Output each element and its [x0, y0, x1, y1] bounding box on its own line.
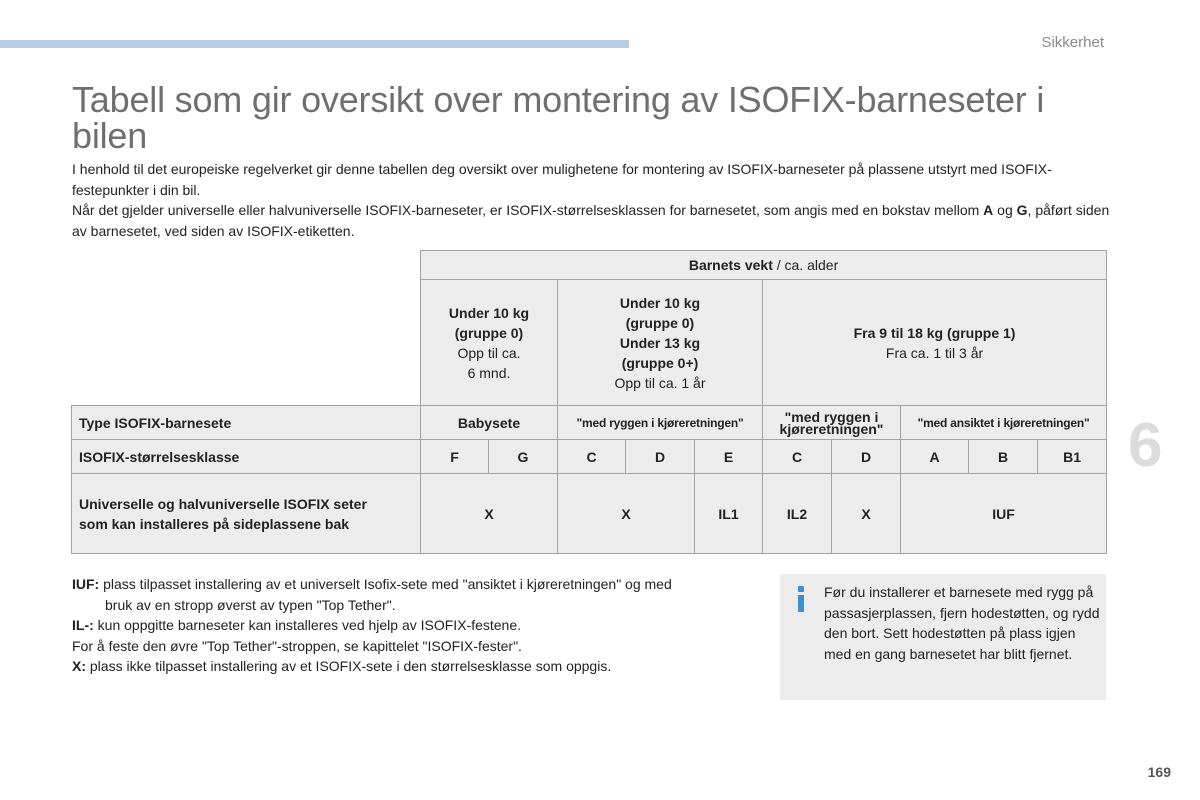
type-row-label: Type ISOFIX-barnesete [72, 406, 421, 440]
size-class-cell: E [695, 440, 763, 474]
usage-cell: X [558, 474, 695, 554]
header-accent-bar [0, 40, 629, 48]
type-row [72, 406, 1107, 440]
size-class-cell: B [969, 440, 1038, 474]
blank-cell [72, 251, 421, 280]
page-title: Tabell som gir oversikt over montering av ISOFIX-barneseter i bilen [72, 79, 1045, 156]
size-class-cell: F [421, 440, 489, 474]
note-il: IL-: kun oppgitte barneseter kan installeres ved hjelp av ISOFIX-festene. [72, 617, 522, 633]
group-cell-1: Under 10 kg (gruppe 0) Under 13 kg (gruppe 0+) Opp til ca. 1 år [558, 280, 763, 406]
note-top-tether: For å feste den øvre "Top Tether"-stroppen, se kapittelet "ISOFIX-fester". [72, 637, 522, 654]
usage-cell: X [421, 474, 558, 554]
size-class-cell: C [763, 440, 832, 474]
section-label: Sikkerhet [1041, 34, 1104, 51]
size-class-cell: C [558, 440, 626, 474]
size-class-cell: G [489, 440, 558, 474]
usage-cell: IL1 [695, 474, 763, 554]
note-x: X: plass ikke tilpasset installering av et ISOFIX-sete i den størrelsesklasse som oppgis. [72, 658, 612, 674]
type-cell: "med ansiktet i kjøreretningen" [901, 406, 1107, 440]
size-class-row [72, 440, 1107, 474]
usage-row [72, 474, 1107, 554]
size-class-cell: B1 [1038, 440, 1107, 474]
usage-cell: IUF [901, 474, 1107, 554]
usage-cell: IL2 [763, 474, 832, 554]
size-class-cell: A [901, 440, 969, 474]
page-number: 169 [1147, 764, 1171, 780]
weight-header-cell: Barnets vekt / ca. alder [421, 251, 1107, 280]
usage-cell: X [832, 474, 901, 554]
size-class-cell: D [832, 440, 901, 474]
chapter-number: 6 [1128, 411, 1163, 480]
weight-header-row [72, 251, 1107, 280]
intro-text [72, 159, 1112, 241]
info-icon [796, 586, 806, 612]
group-cell-0: Under 10 kg (gruppe 0) Opp til ca. 6 mnd. [421, 280, 558, 406]
size-class-row-label: ISOFIX-størrelsesklasse [72, 440, 421, 474]
info-text: Før du installerer et barnesete med rygg på passasjerplassen, fjern hodestøtten, og rydd den bort. Sett hodestøtten på plass igjen med en gang barnesetet har blitt fjernet. [824, 584, 1100, 662]
intro-paragraph-2: Når det gjelder universelle eller halvuniverselle ISOFIX-barneseter, er ISOFIX-størrelsesklassen for barnesetet, som angis med en bokstav mellom A og G, påført siden av barnesetet, ved siden av ISOFIX-etiketten. [72, 202, 1110, 239]
type-cell: "med ryggen i kjøreretningen" [763, 406, 901, 440]
blank-cell [72, 280, 421, 406]
size-class-cell: D [626, 440, 695, 474]
group-row [72, 280, 1107, 406]
usage-row-label: Universelle og halvuniverselle ISOFIX seter som kan installeres på sideplassene bak [72, 474, 421, 554]
group-cell-2: Fra 9 til 18 kg (gruppe 1) Fra ca. 1 til 3 år [763, 280, 1107, 406]
isofix-table [71, 250, 1107, 554]
legend-notes [72, 574, 752, 677]
note-iuf-continued: bruk av en stropp øverst av typen "Top Tether". [105, 596, 396, 613]
info-box [780, 574, 1106, 700]
intro-paragraph-1: I henhold til det europeiske regelverket gir denne tabellen deg oversikt over mulighetene for montering av ISOFIX-barneseter på plassene utstyrt med ISOFIX-festepunkter i din bil. [72, 161, 1052, 198]
note-iuf: IUF: plass tilpasset installering av et universelt Isofix-sete med "ansiktet i kjøreretningen" og med [72, 576, 672, 592]
type-cell: "med ryggen i kjøreretningen" [558, 406, 763, 440]
type-cell: Babysete [421, 406, 558, 440]
